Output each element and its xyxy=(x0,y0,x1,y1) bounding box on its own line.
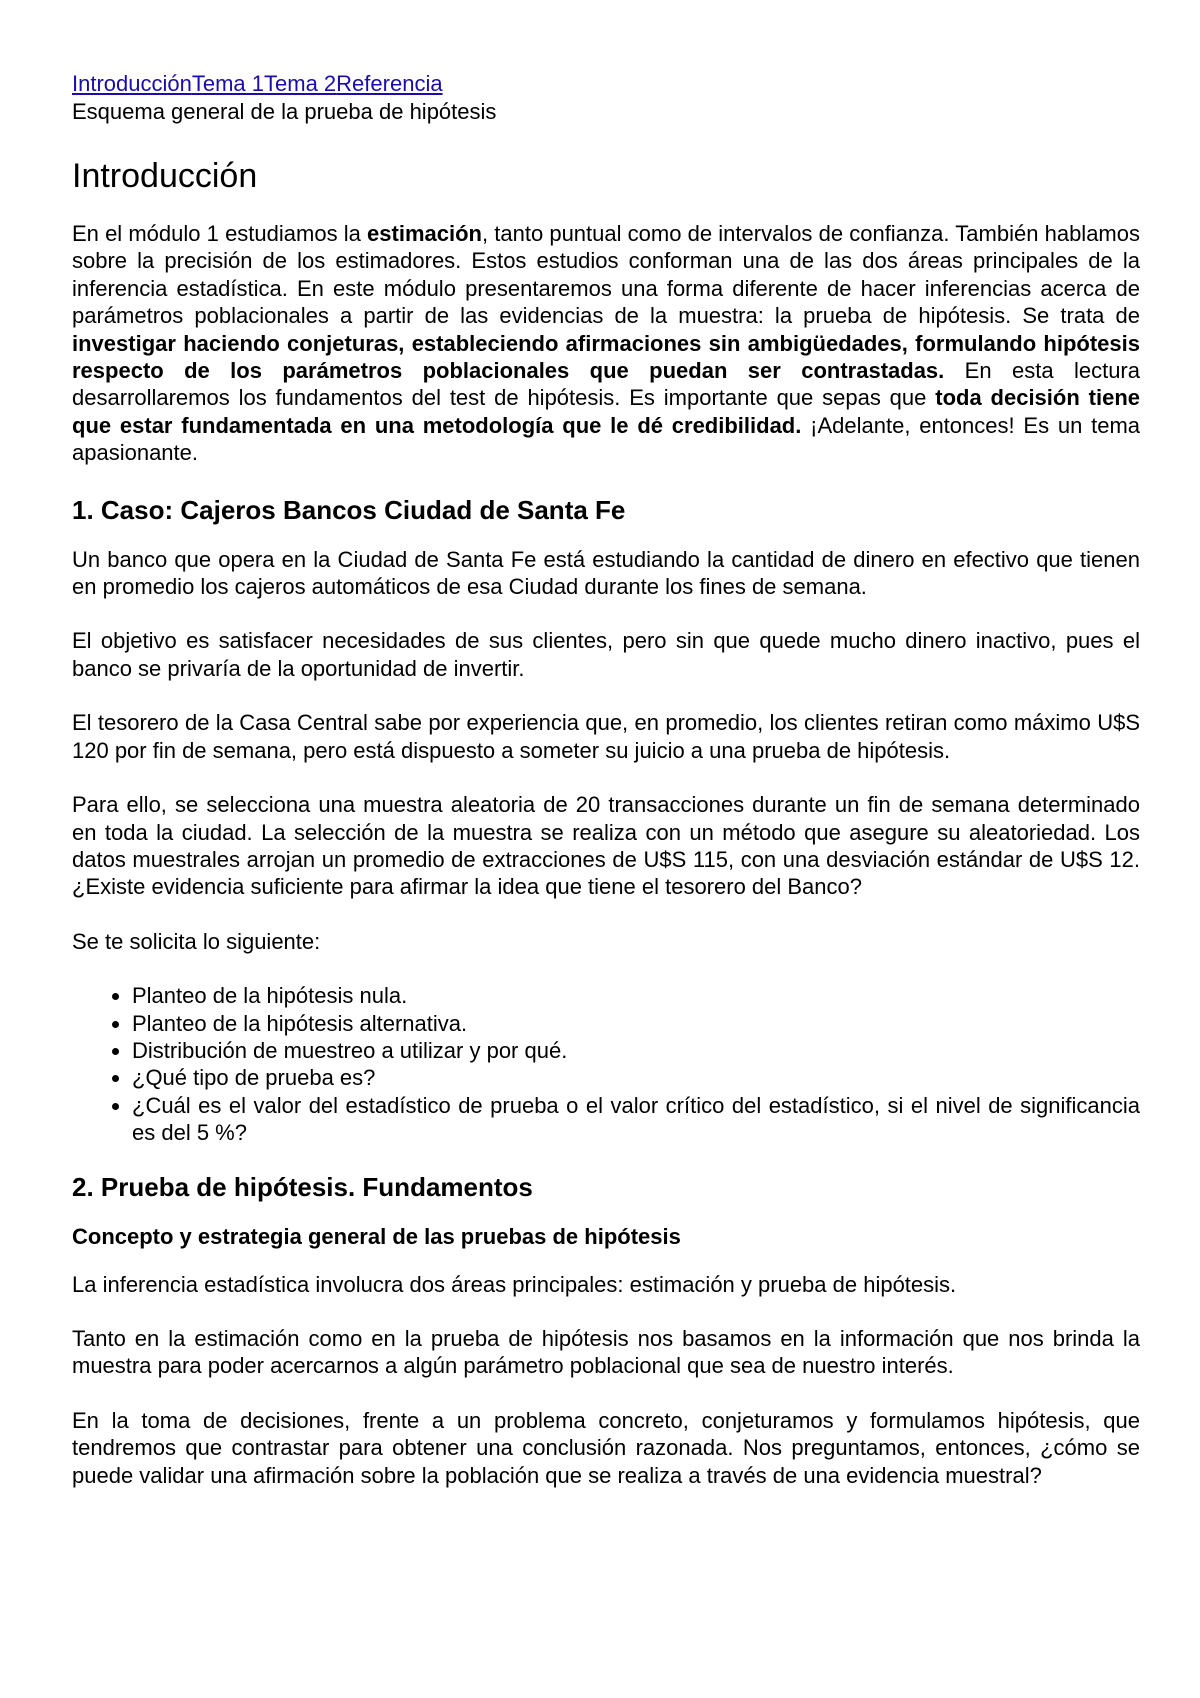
section2-heading: 2. Prueba de hipótesis. Fundamentos xyxy=(72,1171,533,1202)
list-item: • Planteo de la hipótesis alternativa. xyxy=(132,1010,1140,1037)
section2-paragraph: La inferencia estadística involucra dos áreas principales: estimación y prueba de hipótesis. xyxy=(72,1271,957,1297)
intro-text-4: ¡Adelante, entonces! Es un tema apasionante. xyxy=(72,412,1141,466)
nav-link-tema-1[interactable]: Tema 1 xyxy=(191,71,265,96)
intro-paragraph xyxy=(72,220,1140,467)
list-item: • ¿Qué tipo de prueba es? xyxy=(132,1064,1140,1091)
nav-link-tema-2[interactable]: Tema 2 xyxy=(264,71,337,96)
section1-paragraph: Un banco que opera en la Ciudad de Santa Fe está estudiando la cantidad de dinero en efectivo que tienen en promedio los cajeros automáticos de esa Ciudad durante los fines de semana. xyxy=(72,546,1140,600)
intro-bold-2: investigar haciendo conjeturas, estableciendo afirmaciones sin ambigüedades, formulando hipótesis respecto de los parámetros poblacionales que puedan ser contrastadas. xyxy=(72,330,1140,384)
list-item: • ¿Cuál es el valor del estadístico de prueba o el valor crítico del estadístico, si el nivel de significancia es del 5 %? xyxy=(132,1092,1140,1147)
section1-heading: 1. Caso: Cajeros Bancos Ciudad de Santa Fe xyxy=(72,494,626,525)
nav-link-referencia[interactable]: Referencia xyxy=(336,71,443,96)
top-navigation xyxy=(72,70,1140,98)
section2-paragraph: Tanto en la estimación como en la prueba de hipótesis nos basamos en la información que nos brinda la muestra para poder acercarnos a algún parámetro poblacional que sea de nuestro interés. xyxy=(72,1325,1140,1379)
requirements-list xyxy=(72,982,1140,1146)
list-item: • Planteo de la hipótesis nula. xyxy=(132,982,1140,1009)
intro-text-3: En esta lectura desarrollaremos los fundamentos del test de hipótesis. Es importante que sepas que xyxy=(72,358,1140,411)
document-subtitle: Esquema general de la prueba de hipótesis xyxy=(72,99,497,124)
intro-text-2: , tanto puntual como de intervalos de confianza. También hablamos sobre la precisión de los estimadores. Estos estudios conforman una de las dos áreas principales de la inferencia estadística. En este módulo presentaremos una forma diferente de hacer inferencias acerca de parámetros poblacionales a partir de las evidencias de la muestra: la prueba de hipótesis. Se trata de xyxy=(72,221,1140,329)
intro-heading: Introducción xyxy=(72,157,258,195)
nav-link-introduccion[interactable]: Introducción xyxy=(72,71,192,96)
section2-paragraph: En la toma de decisiones, frente a un problema concreto, conjeturamos y formulamos hipótesis, que tendremos que contrastar para obtener una conclusión razonada. Nos preguntamos, entonces, ¿cómo se puede validar una afirmación sobre la población que se realiza a través de una evidencia muestral? xyxy=(72,1407,1140,1488)
section1-paragraph: El objetivo es satisfacer necesidades de sus clientes, pero sin que quede mucho dinero inactivo, pues el banco se privaría de la oportunidad de invertir. xyxy=(72,628,1140,681)
section2-subheading: Concepto y estrategia general de las pruebas de hipótesis xyxy=(72,1223,681,1249)
section1-paragraph: Para ello, se selecciona una muestra aleatoria de 20 transacciones durante un fin de semana determinado en toda la ciudad. La selección de la muestra se realiza con un método que asegure su aleatoriedad. Los datos muestrales arrojan un promedio de extracciones de U$S 115, con una desviación estándar de U$S 12. ¿Existe evidencia suficiente para afirmar la idea que tiene el tesorero del Banco? xyxy=(72,792,1140,900)
list-item: • Distribución de muestreo a utilizar y por qué. xyxy=(132,1037,1140,1064)
intro-text-1: En el módulo 1 estudiamos la xyxy=(72,221,368,246)
intro-bold-3: toda decisión tiene que estar fundamentada en una metodología que le dé credibilidad. xyxy=(72,385,1140,438)
intro-bold-1: estimación xyxy=(367,221,482,246)
section1-paragraph: Se te solicita lo siguiente: xyxy=(72,928,321,954)
section1-paragraph: El tesorero de la Casa Central sabe por experiencia que, en promedio, los clientes retiran como máximo U$S 120 por fin de semana, pero está dispuesto a someter su juicio a una prueba de hipótesis. xyxy=(72,710,1140,763)
